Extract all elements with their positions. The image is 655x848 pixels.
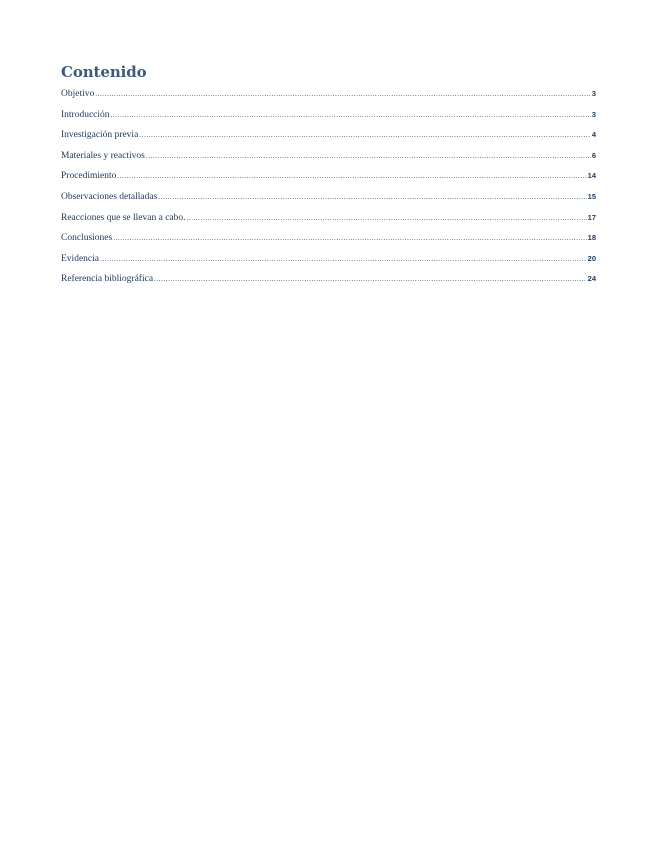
toc-entry-label: Investigación previa — [61, 130, 139, 141]
toc-leader-dots — [111, 105, 591, 126]
toc-entry-label: Procedimiento — [61, 171, 117, 182]
toc-entry-page-number: 17 — [587, 212, 596, 222]
toc-entry-referencia-bibliografica[interactable] — [61, 269, 596, 290]
toc-entry-label: Objetivo — [61, 89, 95, 99]
toc-entry-label: Referencia bibliográfica — [61, 274, 154, 285]
toc-entry-page-number: 3 — [591, 89, 596, 98]
toc-entry-observaciones-detalladas[interactable] — [61, 187, 596, 208]
toc-entry-label: Observaciones detalladas — [61, 191, 158, 202]
toc-entry-page-number: 6 — [591, 150, 596, 160]
toc-entry-page-number: 3 — [591, 109, 596, 119]
toc-entry-page-number: 18 — [587, 233, 596, 243]
toc-leader-dots — [187, 208, 587, 229]
toc-entry-label: Reacciones que se llevan a cabo. — [61, 212, 186, 223]
toc-entry-label: Materiales y reactivos — [61, 150, 145, 161]
toc-leader-dots — [113, 228, 586, 249]
toc-entry-investigacion-previa[interactable] — [61, 125, 596, 146]
toc-entry-reacciones[interactable] — [61, 208, 596, 229]
toc-entry-page-number: 20 — [587, 253, 596, 263]
toc-leader-dots — [139, 125, 591, 146]
toc-entry-label: Conclusiones — [61, 233, 113, 244]
toc-leader-dots — [146, 146, 591, 167]
toc-list — [61, 84, 596, 290]
toc-entry-procedimiento[interactable] — [61, 166, 596, 187]
toc-entry-page-number: 4 — [591, 130, 596, 140]
table-of-contents — [61, 62, 596, 290]
toc-leader-dots — [100, 249, 587, 270]
toc-entry-materiales-y-reactivos[interactable] — [61, 146, 596, 167]
toc-entry-page-number: 14 — [587, 171, 596, 181]
toc-entry-objetivo[interactable] — [61, 84, 596, 105]
toc-entry-evidencia[interactable] — [61, 249, 596, 270]
toc-title: Contenido — [61, 63, 147, 81]
toc-leader-dots — [95, 84, 591, 105]
toc-entry-conclusiones[interactable] — [61, 228, 596, 249]
toc-entry-page-number: 24 — [587, 274, 596, 284]
toc-entry-label: Introducción — [61, 109, 110, 120]
toc-leader-dots — [117, 166, 586, 187]
toc-entry-label: Evidencia — [61, 253, 99, 264]
toc-entry-introduccion[interactable] — [61, 105, 596, 126]
toc-entry-page-number: 15 — [587, 191, 596, 201]
toc-leader-dots — [158, 187, 586, 208]
toc-leader-dots — [154, 269, 587, 290]
